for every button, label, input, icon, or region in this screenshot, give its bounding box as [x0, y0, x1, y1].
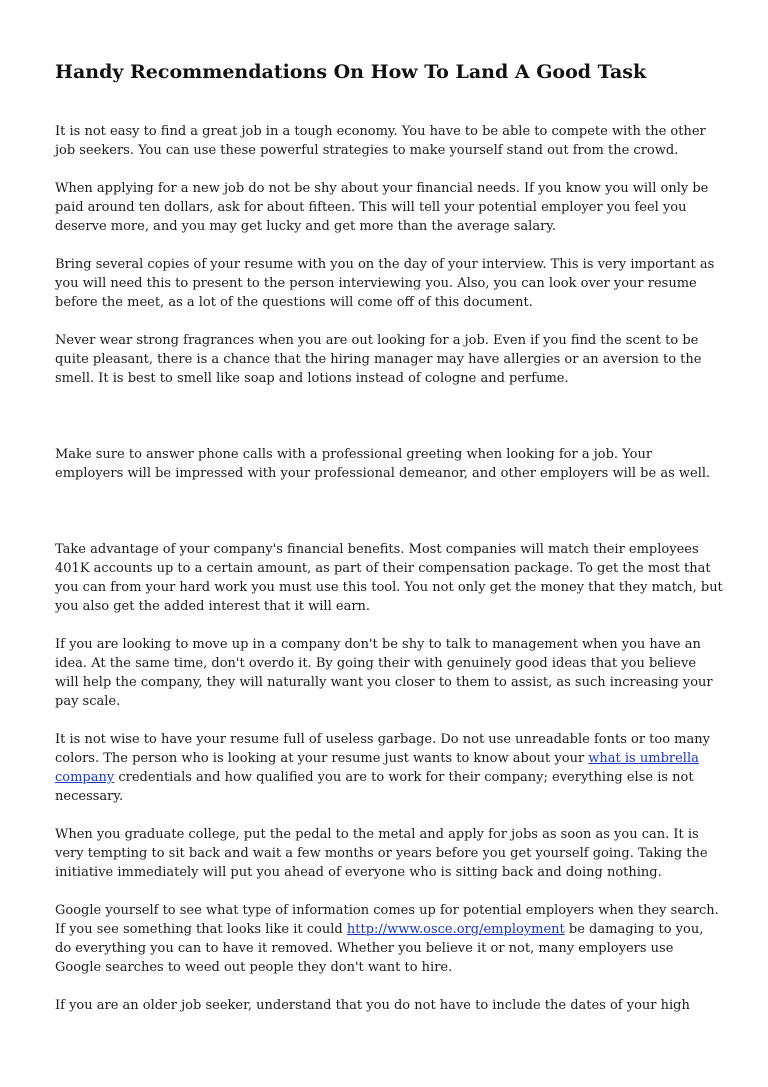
paragraph-text: Google yourself to see what type of information comes up for potential employers when they search. If you see something that looks like it could [55, 903, 719, 937]
paragraph-resume-copies: Bring several copies of your resume with you on the day of your interview. This is very important as you will need this to present to the person interviewing you. Also, you can look over your resume before the meet, as a lot of the questions will come off of this document. [55, 257, 715, 310]
document-page [55, 58, 723, 1034]
umbrella-company-link[interactable]: what is umbrella company [55, 751, 699, 785]
paragraph-fragrances: Never wear strong fragrances when you are out looking for a job. Even if you find the scent to be quite pleasant, there is a chance that the hiring manager may have allergies or an aversion to the smell. It is best to smell like soap and lotions instead of cologne and perfume. [55, 333, 702, 386]
blank-spacer [55, 407, 723, 445]
paragraph-resume-garbage [55, 730, 723, 806]
paragraph-text: It is not wise to have your resume full of useless garbage. Do not use unreadable fonts or too many colors. The person who is looking at your resume just wants to know about your [55, 732, 710, 766]
paragraph-phone-calls: Make sure to answer phone calls with a professional greeting when looking for a job. Your employers will be impressed with your professional demeanor, and other employers will be as well. [55, 447, 711, 481]
paragraph-move-up: If you are looking to move up in a company don't be shy to talk to management when you have an idea. At the same time, don't overdo it. By going their with genuinely good ideas that you believe will help the company, they will naturally want you closer to them to assist, as such increasing your pay scale. [55, 637, 713, 709]
paragraph-text: be damaging to you, do everything you can to have it removed. Whether you believe it or not, many employers use Google searches to weed out people they don't want to hire. [55, 922, 704, 975]
paragraph-text: credentials and how qualified you are to work for their company; everything else is not necessary. [55, 770, 694, 804]
document-title: Handy Recommendations On How To Land A Good Task [55, 61, 647, 83]
blank-spacer [55, 502, 723, 540]
paragraph-google-yourself [55, 901, 723, 977]
paragraph-salary: When applying for a new job do not be shy about your financial needs. If you know you will only be paid around ten dollars, ask for about fifteen. This will tell your potential employer you feel you deserve more, and you may get lucky and get more than the average salary. [55, 181, 709, 234]
paragraph-older-seeker: If you are an older job seeker, understand that you do not have to include the dates of your high [55, 998, 690, 1013]
paragraph-intro: It is not easy to find a great job in a tough economy. You have to be able to compete with the other job seekers. You can use these powerful strategies to make yourself stand out from the crowd. [55, 124, 706, 158]
osce-employment-link[interactable]: http://www.osce.org/employment [346, 922, 565, 937]
paragraph-financial-benefits: Take advantage of your company's financial benefits. Most companies will match their employees 401K accounts up to a certain amount, as part of their compensation package. To get the most that you can from your hard work you must use this tool. You not only get the money that they match, but you also get the added interest that it will earn. [55, 542, 723, 614]
paragraph-graduate: When you graduate college, put the pedal to the metal and apply for jobs as soon as you can. It is very tempting to sit back and wait a few months or years before you get yourself going. Taking the initiative immediately will put you ahead of everyone who is sitting back and doing nothing. [55, 827, 708, 880]
